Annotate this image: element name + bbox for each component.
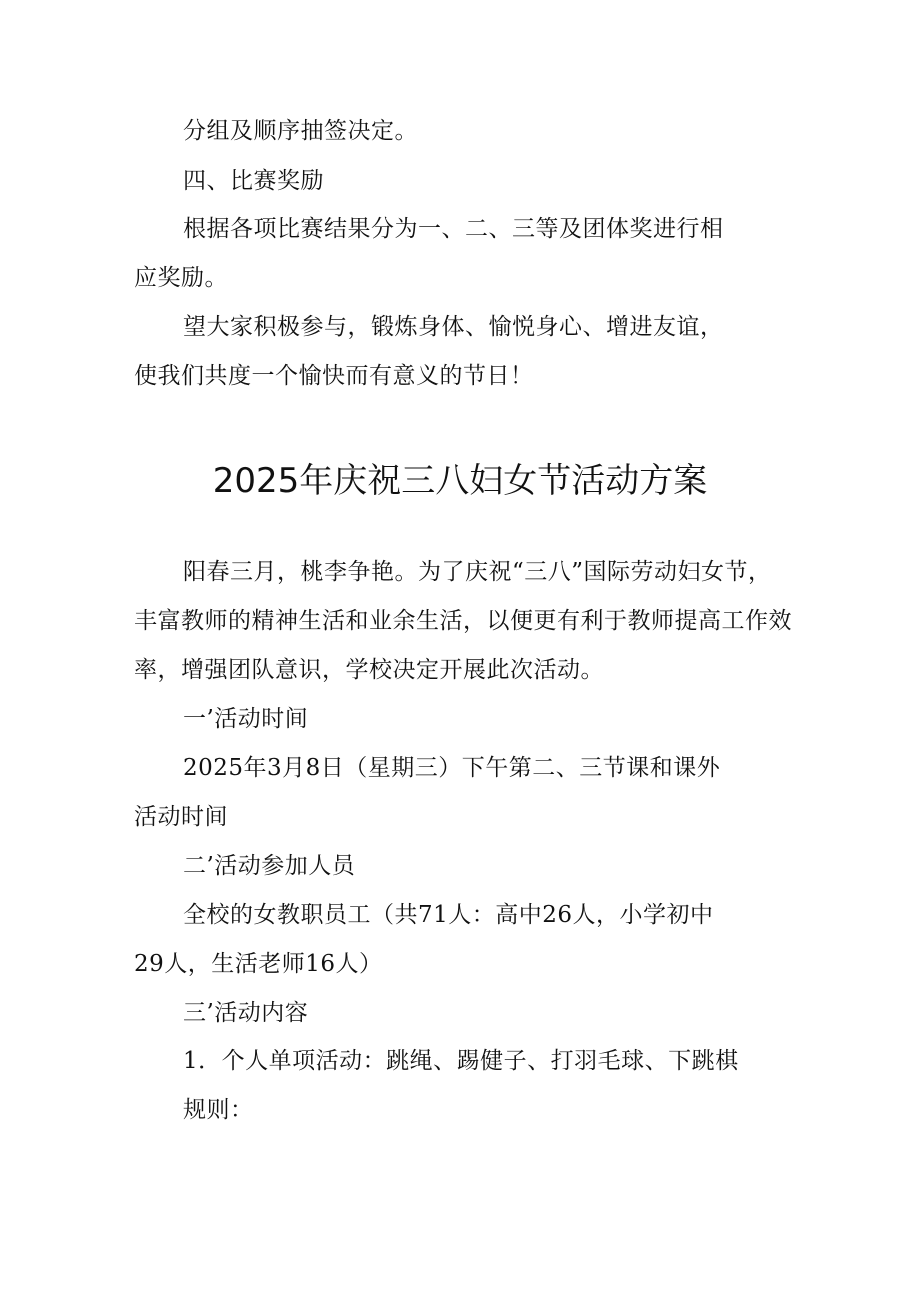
paragraph-line: 规则： xyxy=(183,1097,254,1123)
paragraph-line: 阳春三月，桃李争艳。为了庆祝“三八”国际劳动妇女节， xyxy=(183,559,772,585)
section-heading-rewards: 四、比赛奖励 xyxy=(183,168,324,194)
paragraph-line: 率，增强团队意识，学校决定开展此次活动。 xyxy=(134,657,604,683)
section-heading-participants: 二’活动参加人员 xyxy=(183,853,356,879)
paragraph-line: 2025年3月8日（星期三）下午第二、三节课和课外 xyxy=(183,755,721,781)
paragraph-line: 全校的女教职员工（共71人：高中26人，小学初中 xyxy=(183,902,714,928)
paragraph-line: 活动时间 xyxy=(134,804,228,830)
paragraph-line: 29人，生活老师16人） xyxy=(134,951,383,977)
paragraph-line: 应奖励。 xyxy=(134,265,228,291)
paragraph-line: 望大家积极参与，锻炼身体、愉悦身心、增进友谊， xyxy=(183,314,724,340)
section-heading-time: 一’活动时间 xyxy=(183,706,309,732)
paragraph-line: 使我们共度一个愉快而有意义的节日！ xyxy=(134,363,534,389)
section-heading-content: 三’活动内容 xyxy=(183,1000,309,1026)
paragraph-line: 分组及顺序抽签决定。 xyxy=(183,118,418,144)
paragraph-line: 根据各项比赛结果分为一、二、三等及团体奖进行相 xyxy=(183,216,724,242)
document-title: 2025年庆祝三八妇女节活动方案 xyxy=(212,461,708,501)
list-item: 1．个人单项活动：跳绳、踢健子、打羽毛球、下跳棋 xyxy=(183,1048,739,1074)
paragraph-line: 丰富教师的精神生活和业余生活，以便更有利于教师提高工作效 xyxy=(134,608,792,634)
